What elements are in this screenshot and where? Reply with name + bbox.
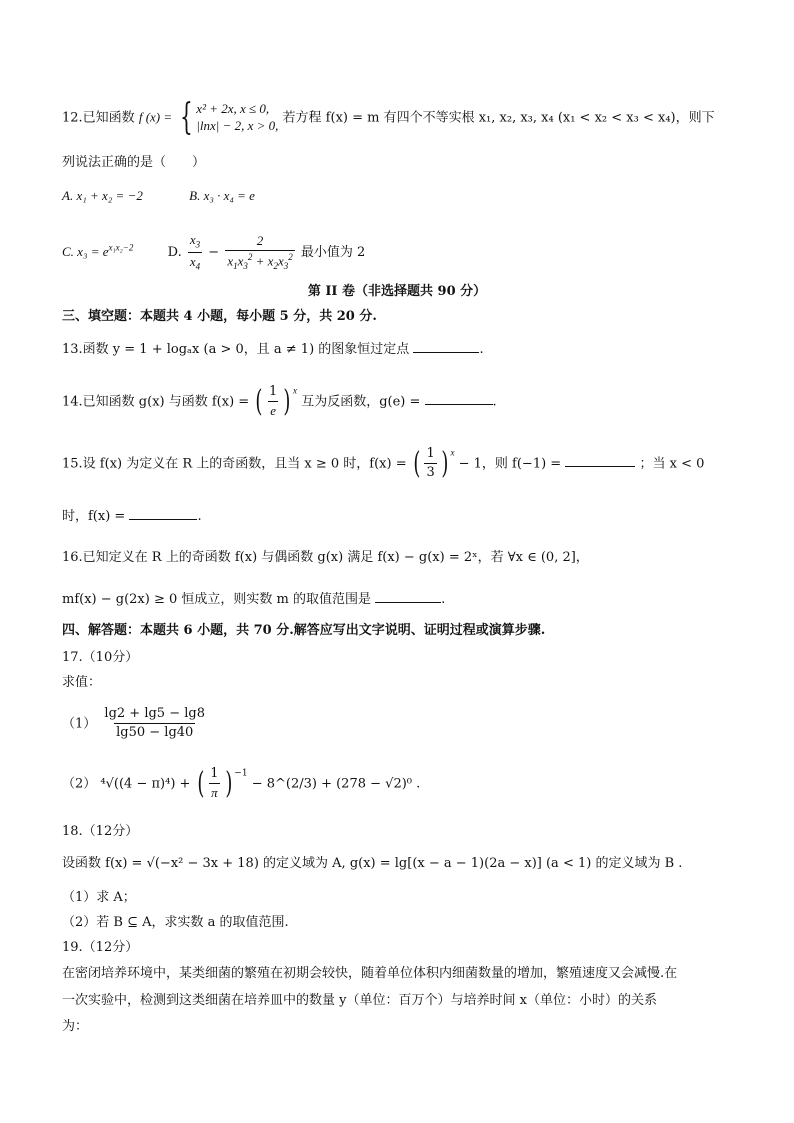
q15-pre: 15.设 f(x) 为定义在 R 上的奇函数，且当 x ≥ 0 时，f(x) = [62, 456, 407, 472]
q14: 14.已知函数 g(x) 与函数 f(x) = ( $\frac{1}{e}$ ) $^x$ 互为反函数，g(e) = . [62, 383, 497, 419]
q17-p1-label: （1） [62, 716, 97, 732]
q14-frac: $\frac{1}{e}$ [269, 384, 278, 419]
q15-line2: 时，f(x) = . [62, 509, 202, 524]
q12-option-d-frac1: $\frac{x_3}{x_4}$ [189, 232, 201, 272]
q18-p2: （2）若 B ⊆ A，求实数 a 的取值范围. [62, 915, 289, 930]
section3-heading: 三、填空题：本题共 4 小题，每小题 5 分，共 20 分. [62, 309, 377, 324]
q17-part1 [62, 706, 209, 742]
q12-options-ab [62, 188, 255, 205]
q12-option-d-tail: 最小值为 2 [300, 244, 366, 260]
q12-piecewise [175, 97, 279, 138]
q14-pre: 14.已知函数 g(x) 与函数 f(x) = [62, 394, 250, 410]
q13-blank [413, 352, 479, 353]
q19-head: 19.（12分） [62, 940, 139, 955]
q15-line1: 15.设 f(x) 为定义在 R 上的奇函数，且当 x ≥ 0 时，f(x) = ( $\frac{1}{3}$ ) $^x$ − 1，则 f(−1) = ；当 x < 0 [62, 445, 705, 481]
q12-case2: |lnx| − 2, x > 0, [196, 118, 279, 133]
q15-blank1 [565, 466, 635, 467]
q19-l2: 一次实验中，检测到这类细菌在培养皿中的数量 y（单位：百万个）与培养时间 x（单位：小时）的关系 [62, 993, 657, 1008]
q17-p2-frac: $\frac{1}{\pi}$ [210, 766, 219, 801]
q16-blank [375, 602, 441, 603]
q12-option-d-label: D. [167, 244, 182, 260]
q17-p2-label: （2） [62, 776, 97, 792]
q12-prefix: 12.已知函数 [62, 110, 135, 126]
q12-line2: 列说法正确的是（ ） [62, 155, 206, 170]
q17-p2-root: ⁴√((4 − π)⁴) + [100, 776, 191, 792]
q16-line2-text: mf(x) − g(2x) ≥ 0 恒成立，则实数 m 的取值范围是 [62, 592, 371, 607]
section4-heading: 四、解答题：本题共 6 小题，共 70 分.解答应写出文字说明、证明过程或演算步骤. [62, 623, 546, 638]
q14-blank [425, 404, 493, 405]
q12-fx: f (x) = [138, 109, 176, 125]
q18-head: 18.（12分） [62, 824, 139, 839]
q15-mid: − 1，则 f(−1) = [458, 456, 562, 472]
q17-p1-den: lg50 − lg40 [116, 725, 194, 741]
q12-brace: { [180, 97, 194, 138]
q15-line2-text: 时，f(x) = [62, 509, 126, 524]
q17-part2: （2） ⁴√((4 − π)⁴) + ( $\frac{1}{\pi}$ ) $^{-1}$ − 8^(2/3) + (278 − √2)⁰ . [62, 765, 421, 801]
q16-line1: 16.已知定义在 R 上的奇函数 f(x) 与偶函数 g(x) 满足 f(x) − g(x) = 2ˣ，若 ∀x ∈ (0, 2]， [62, 550, 589, 565]
q17-p1-num: lg2 + lg5 − lg8 [104, 706, 205, 721]
q19-l3: 为： [62, 1019, 89, 1034]
q12-mid: 若方程 f(x) = m 有四个不等实根 x₁, x₂, x₃, x₄ (x₁ < x₂ < x₃ < x₄)，则下 [282, 110, 715, 126]
q13: 13.函数 y = 1 + logₐx (a > 0，且 a ≠ 1) 的图象恒过定点 . [62, 342, 484, 357]
q13-text: 13.函数 y = 1 + logₐx (a > 0，且 a ≠ 1) 的图象恒过定点 [62, 342, 410, 357]
q12-option-c-exp: x₁x₂−2 [108, 242, 134, 253]
q12-option-a: A. x₁ + x₂ = −2 [62, 188, 143, 203]
q12-cases [196, 101, 278, 135]
q12-option-b: B. x₃ · x₄ = e [189, 188, 255, 203]
part2-title: 第 II 卷（非选择题共 90 分） [307, 284, 487, 299]
q12-line1 [62, 97, 715, 138]
q17-head: 17.（10分） [62, 650, 139, 665]
q14-post: 互为反函数，g(e) = [301, 394, 421, 410]
q19-l1: 在密闭培养环境中，某类细菌的繁殖在初期会较快，随着单位体积内细菌数量的增加，繁殖速度又会减慢.在 [62, 966, 678, 981]
q18-body: 设函数 f(x) = √(−x² − 3x + 18) 的定义域为 A, g(x) = lg[(x − a − 1)(2a − x)] (a < 1) 的定义域为 B . [62, 856, 683, 871]
q12-case1: x² + 2x, x ≤ 0, [196, 101, 270, 117]
q15-frac: $\frac{1}{3}$ [426, 446, 435, 481]
q12-option-d-frac2: $\frac{2}{x_1x_3^2 + x_2x_3^2}$ [227, 232, 293, 271]
q12-options-cd: C. $x_3 = e^{x_1x_2-2}$ D. $\frac{x_3}{x_4}$ − $\frac{2}{x_1x_3^2 + x_2x_3^2}$ 最小值为 2 [62, 232, 366, 272]
q17-p1-frac [102, 706, 207, 742]
q15-blank2 [129, 519, 197, 520]
q12-option-c: C. x₃ = e [62, 243, 109, 259]
q17-intro: 求值： [62, 675, 102, 690]
q16-line2: mf(x) − g(2x) ≥ 0 恒成立，则实数 m 的取值范围是 . [62, 592, 446, 607]
q15-tail: ；当 x < 0 [639, 456, 705, 472]
q17-p2-tail: − 8^(2/3) + (278 − √2)⁰ . [251, 776, 421, 792]
q18-p1: （1）求 A； [62, 890, 136, 905]
